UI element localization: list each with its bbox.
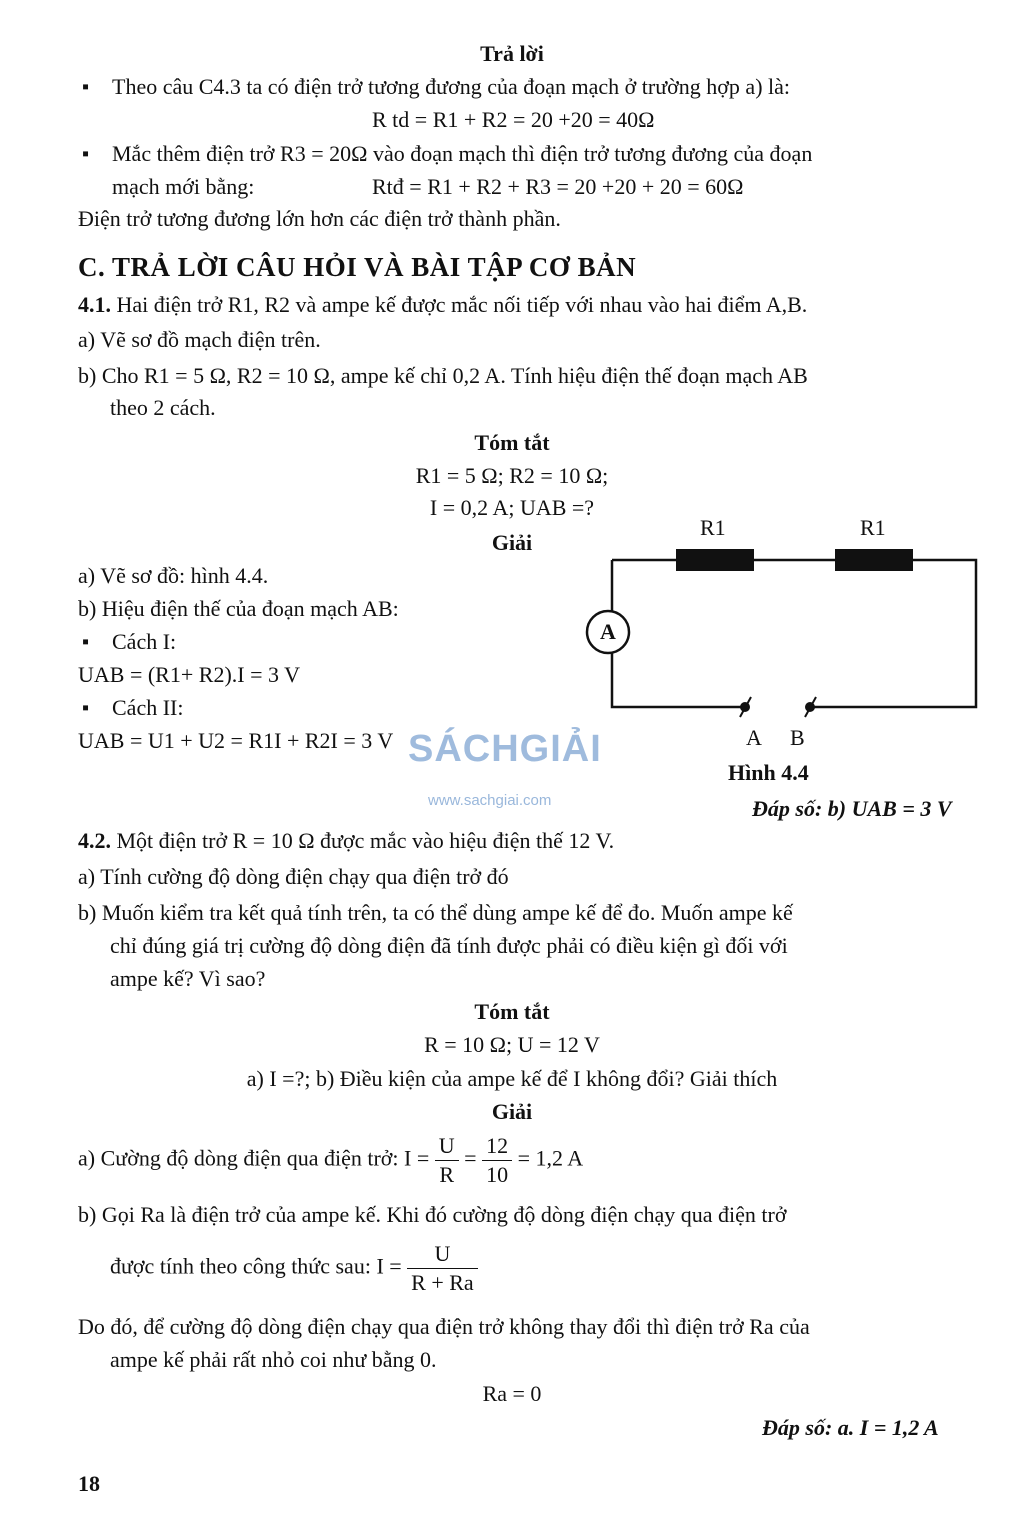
answer-formula-1: R td = R1 + R2 = 20 +20 = 40Ω (372, 107, 655, 132)
answer-title: Trả lời (480, 41, 544, 66)
conclusion-2-cont: ampe kế phải rất nhỏ coi như bằng 0. (110, 1347, 437, 1372)
equals-sign: = (464, 1145, 477, 1171)
summary-line-2: I = 0,2 A; UAB =? (429, 495, 595, 520)
answer-formula-2: Rtđ = R1 + R2 + R3 = 20 +20 + 20 = 60Ω (372, 174, 744, 199)
watermark-logo: SÁCHGIẢI (408, 728, 602, 770)
solution-2-a-text: a) Cường độ dòng điện qua điện trở: (78, 1145, 399, 1171)
formula-i-label: I = (376, 1253, 402, 1279)
problem-4-2-qb-cont-2: ampe kế? Vì sao? (110, 966, 266, 991)
answer-bullet-1: ▪ Theo câu C4.3 ta có điện trở tương đương của đoạn mạch ở trường hợp a) là: (112, 73, 790, 101)
answer-conclusion: Điện trở tương đương lớn hơn các điện trở thành phần. (78, 206, 561, 231)
point-a-label: A (746, 725, 762, 750)
solution-2-a (78, 1132, 583, 1189)
point-b-label: B (790, 725, 805, 750)
fraction-u-over-r (435, 1132, 459, 1189)
problem-text: Một điện trở R = 10 Ω được mắc vào hiệu điện thế 12 V. (116, 828, 615, 853)
problem-4-2-qb: b) Muốn kiểm tra kết quả tính trên, ta có thể dùng ampe kế để đo. Muốn ampe kế (78, 900, 793, 925)
fraction-numerator: U (407, 1240, 478, 1269)
summary-2-line-2: a) I =?; b) Điều kiện của ampe kế để I không đổi? Giải thích (246, 1066, 778, 1091)
fraction-denominator: R + Ra (411, 1270, 474, 1295)
problem-4-1-qb-cont: theo 2 cách. (110, 395, 216, 420)
label-r2: R1 (860, 515, 886, 540)
problem-number: 4.1. (78, 292, 111, 317)
ra-result: Ra = 0 (482, 1381, 542, 1406)
result-value: = 1,2 A (517, 1145, 584, 1171)
fraction-denominator: 10 (486, 1162, 509, 1187)
problem-4-2-qa: a) Tính cường độ dòng điện chạy qua điện trở đó (78, 864, 509, 889)
section-title: C. TRẢ LỜI CÂU HỎI VÀ BÀI TẬP CƠ BẢN (78, 252, 637, 282)
way-2-label: ▪ Cách II: (112, 694, 183, 722)
label-r1: R1 (700, 515, 726, 540)
answer-bullet-2-cont: mạch mới bằng: (112, 174, 255, 199)
answer-4-1: Đáp số: b) UAB = 3 V (752, 796, 952, 821)
fraction-u-over-r-plus-ra (407, 1240, 478, 1297)
fraction-numerator: 12 (482, 1132, 512, 1161)
resistor-r2 (835, 549, 913, 571)
solution-2-b-cont (110, 1240, 478, 1297)
way-2-formula: UAB = U1 + U2 = R1I + R2I = 3 V (78, 728, 394, 753)
formula-i-label: I = (404, 1145, 430, 1171)
wire-right (810, 560, 976, 707)
solution-b: b) Hiệu điện thế của đoạn mạch AB: (78, 596, 399, 621)
page-number: 18 (78, 1471, 100, 1496)
answer-bullet-2: ▪ Mắc thêm điện trở R3 = 20Ω vào đoạn mạch thì điện trở tương đương của đoạn (112, 140, 812, 168)
problem-4-1-qa: a) Vẽ sơ đồ mạch điện trên. (78, 327, 321, 352)
wire-bottom-left (612, 653, 745, 707)
watermark (408, 720, 618, 810)
problem-text: Hai điện trở R1, R2 và ampe kế được mắc nối tiếp với nhau vào hai điểm A,B. (116, 292, 808, 317)
fraction-12-over-10 (482, 1132, 512, 1189)
summary-2-line-1: R = 10 Ω; U = 12 V (424, 1032, 600, 1057)
ammeter-label: A (600, 619, 616, 644)
solution-2-b-text: được tính theo công thức sau: (110, 1253, 371, 1279)
solution-a: a) Vẽ sơ đồ: hình 4.4. (78, 563, 269, 588)
way-1-label: ▪ Cách I: (112, 628, 176, 656)
problem-number: 4.2. (78, 828, 111, 853)
problem-4-1-stem (78, 291, 807, 319)
fraction-numerator: U (435, 1132, 459, 1161)
way-1-formula: UAB = (R1+ R2).I = 3 V (78, 662, 300, 687)
summary-title-2: Tóm tắt (474, 999, 550, 1024)
summary-title: Tóm tắt (474, 430, 550, 455)
figure-caption: Hình 4.4 (728, 760, 809, 785)
solution-title-2: Giải (491, 1099, 533, 1124)
fraction-denominator: R (439, 1162, 455, 1187)
summary-line-1: R1 = 5 Ω; R2 = 10 Ω; (415, 463, 609, 488)
conclusion-2: Do đó, để cường độ dòng điện chạy qua điện trở không thay đổi thì điện trở Ra của (78, 1314, 810, 1339)
resistor-r1 (676, 549, 754, 571)
answer-4-2: Đáp số: a. I = 1,2 A (762, 1415, 939, 1440)
problem-4-2-qb-cont-1: chỉ đúng giá trị cường độ dòng điện đã tính được phải có điều kiện gì đối với (110, 933, 788, 958)
solution-title: Giải (491, 530, 533, 555)
solution-2-b: b) Gọi Ra là điện trở của ampe kế. Khi đó cường độ dòng điện chạy qua điện trở (78, 1202, 787, 1227)
problem-4-1-qb: b) Cho R1 = 5 Ω, R2 = 10 Ω, ampe kế chỉ 0,2 A. Tính hiệu điện thế đoạn mạch AB (78, 363, 808, 388)
watermark-url: www.sachgiai.com (428, 792, 552, 809)
problem-4-2-stem (78, 827, 614, 855)
